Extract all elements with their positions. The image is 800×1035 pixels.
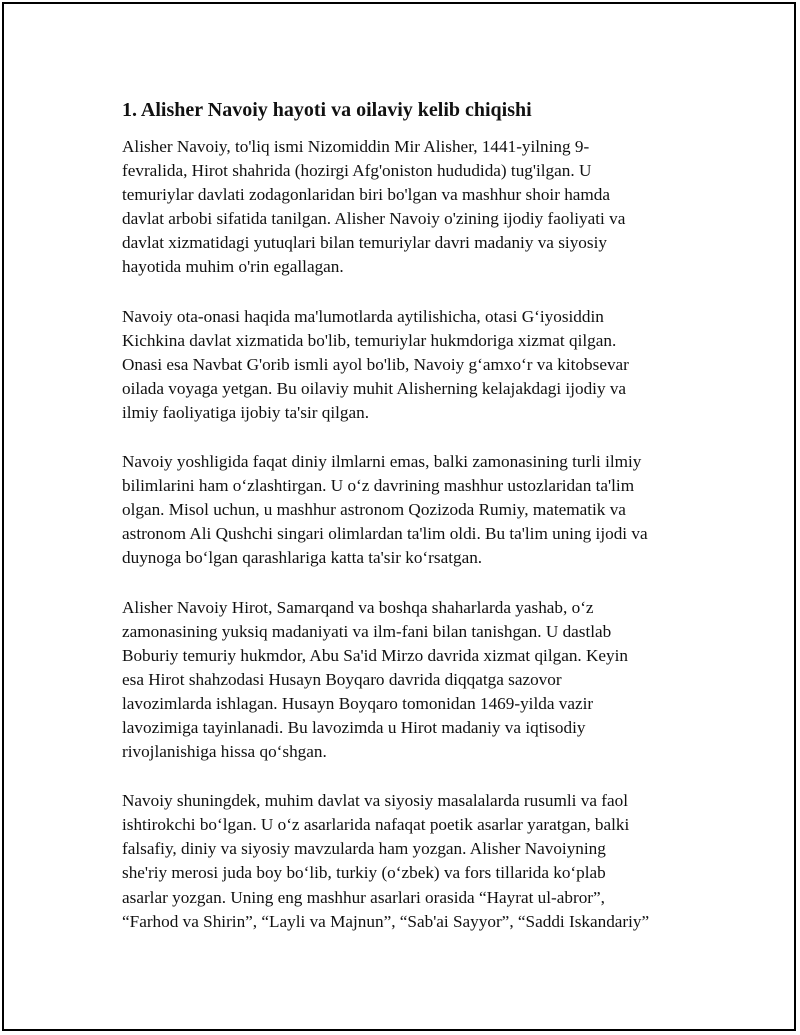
text-line: Alisher Navoiy, to'liq ismi Nizomiddin Mir Alisher, 1441-yilning 9-: [122, 137, 590, 156]
text-line: ilmiy faoliyatiga ijobiy ta'sir qilgan.: [122, 402, 370, 422]
text-line: asarlar yozgan. Uning eng mashhur asarlari orasida “Hayrat ul-abror”,: [122, 887, 605, 907]
text-line: Navoiy yoshligida faqat diniy ilmlarni emas, balki zamonasining turli ilmiy: [122, 452, 642, 472]
text-line: bilimlarini ham o‘zlashtirgan. U o‘z davrining mashhur ustozlaridan ta'lim: [122, 476, 635, 496]
text-line: Onasi esa Navbat G'orib ismli ayol bo'lib, Navoiy g‘amxo‘r va kitobsevar: [122, 354, 629, 374]
text-line: lavozimiga tayinlanadi. Bu lavozimda u Hirot madaniy va iqtisodiy: [122, 717, 586, 737]
text-line: oilada voyaga yetgan. Bu oilaviy muhit Alisherning kelajakdagi ijodiy va: [122, 378, 627, 398]
text-line: ishtirokchi bo‘lgan. U o‘z asarlarida nafaqat poetik asarlar yaratgan, balki: [122, 815, 630, 835]
text-line: davlat xizmatidagi yutuqlari bilan temuriylar davri madaniy va siyosiy: [122, 233, 607, 253]
page-frame: [2, 2, 796, 1031]
section-heading: 1. Alisher Navoiy hayoti va oilaviy kelib chiqishi: [122, 99, 532, 121]
text-line: Kichkina davlat xizmatida bo'lib, temuriylar hukmdoriga xizmat qilgan.: [122, 330, 617, 350]
paragraph-birth: [122, 135, 692, 280]
text-line: olgan. Misol uchun, u mashhur astronom Qozizoda Rumiy, matematik va: [122, 500, 626, 520]
text-line: falsafiy, diniy va siyosiy mavzularda ham yozgan. Alisher Navoiyning: [122, 839, 606, 859]
text-line: “Farhod va Shirin”, “Layli va Majnun”, “Sab'ai Sayyor”, “Saddi Iskandariy”: [122, 911, 650, 931]
paragraph-education: [122, 450, 692, 570]
text-line: esa Hirot shahzodasi Husayn Boyqaro davrida diqqatga sazovor: [122, 669, 562, 689]
text-line: zamonasining yuksiq madaniyati va ilm-fani bilan tanishgan. U dastlab: [122, 621, 612, 641]
text-line: Boburiy temuriy hukmdor, Abu Sa'id Mirzo davrida xizmat qilgan. Keyin: [122, 645, 629, 665]
paragraph-works: [122, 789, 692, 934]
paragraph-career: [122, 596, 692, 765]
text-line: hayotida muhim o'rin egallagan.: [122, 257, 344, 277]
document-body: [122, 96, 692, 959]
text-line: temuriylar davlati zodagonlaridan biri bo'lgan va mashhur shoir hamda: [122, 185, 611, 205]
text-line: astronom Ali Qushchi singari olimlardan ta'lim oldi. Bu ta'lim uning ijodi va: [122, 524, 648, 544]
text-line: duynoga bo‘lgan qarashlariga katta ta'sir ko‘rsatgan.: [122, 548, 483, 568]
text-line: fevralida, Hirot shahrida (hozirgi Afg'oniston hududida) tug'ilgan. U: [122, 161, 592, 181]
text-line: Navoiy shuningdek, muhim davlat va siyosiy masalalarda rusumli va faol: [122, 791, 628, 811]
text-line: she'riy merosi juda boy bo‘lib, turkiy (o‘zbek) va fors tillarida ko‘plab: [122, 863, 606, 883]
text-line: Alisher Navoiy Hirot, Samarqand va boshqa shaharlarda yashab, o‘z: [122, 597, 594, 617]
text-line: lavozimlarda ishlagan. Husayn Boyqaro tomonidan 1469-yilda vazir: [122, 693, 594, 713]
text-line: rivojlanishiga hissa qo‘shgan.: [122, 742, 327, 762]
text-line: davlat arbobi sifatida tanilgan. Alisher Navoiy o'zining ijodiy faoliyati va: [122, 209, 626, 229]
text-line: Navoiy ota-onasi haqida ma'lumotlarda aytilishicha, otasi G‘iyosiddin: [122, 306, 604, 326]
paragraph-parents: [122, 305, 692, 425]
